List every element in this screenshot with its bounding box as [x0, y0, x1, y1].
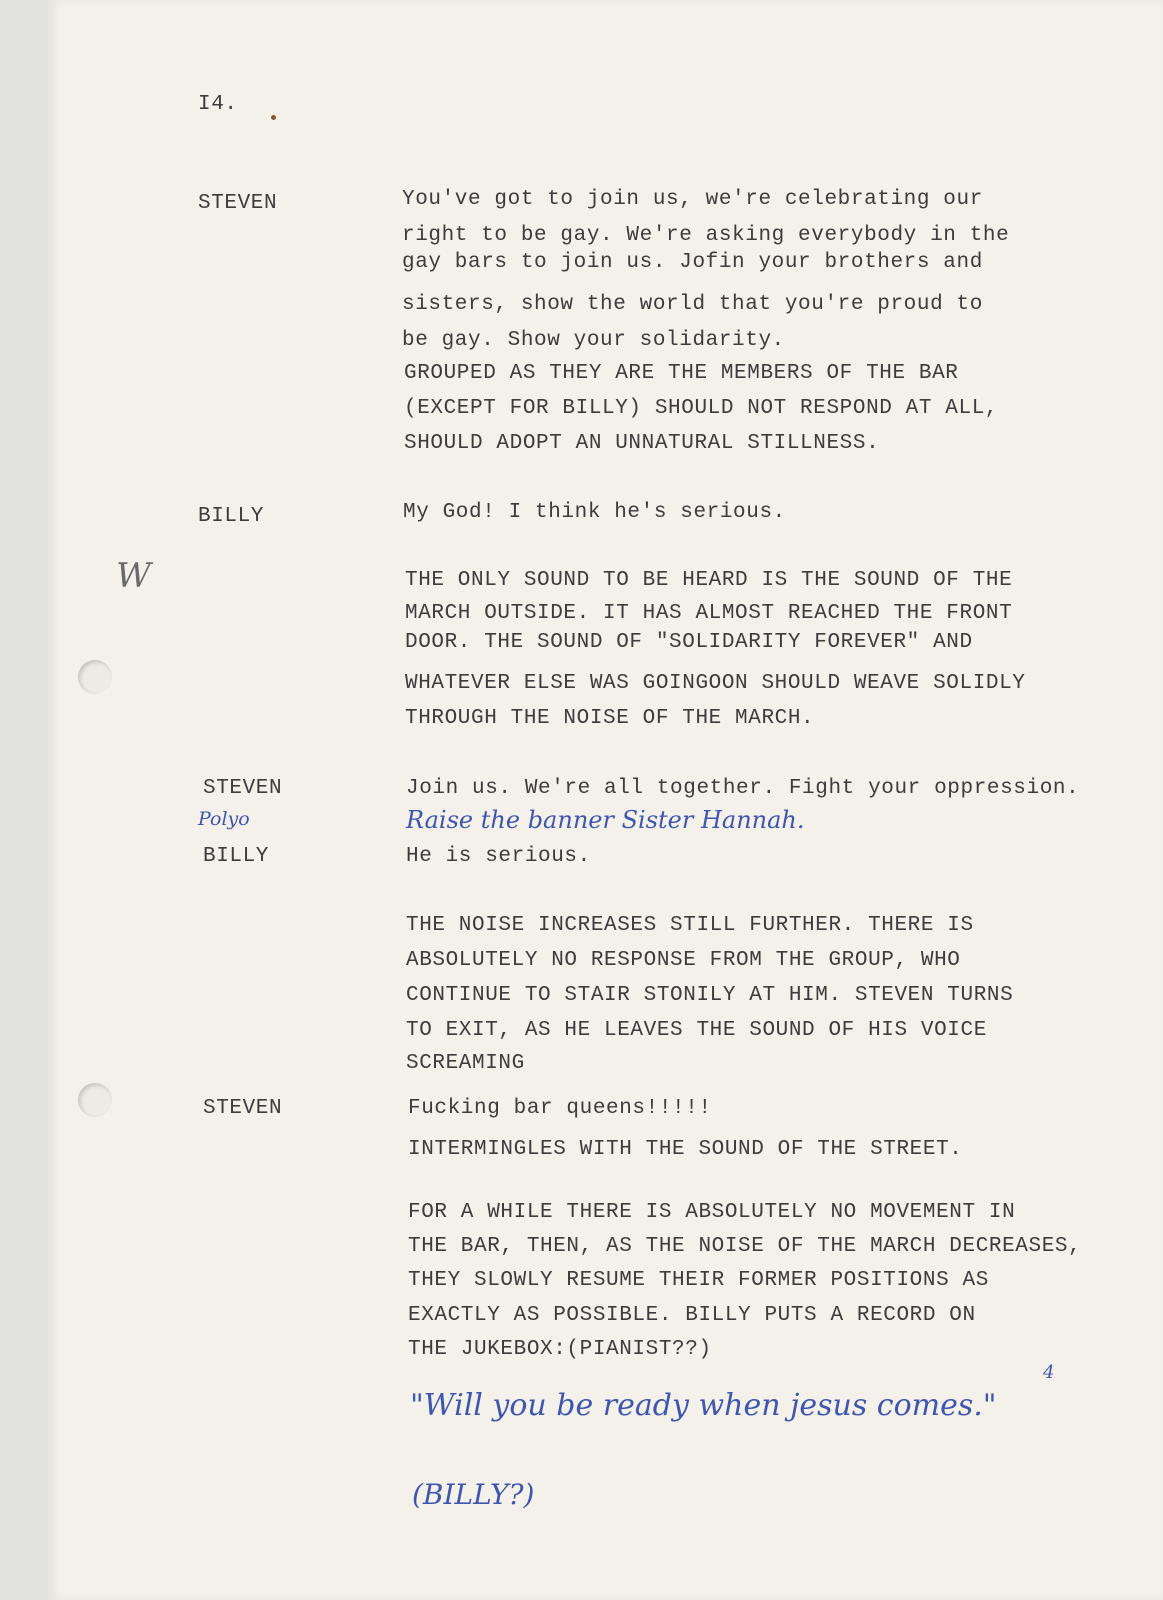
handwritten-song-title: "Will you be ready when jesus comes." — [410, 1388, 997, 1423]
stage-direction-line: INTERMINGLES WITH THE SOUND OF THE STREET. — [408, 1138, 963, 1161]
scanner-edge — [0, 0, 48, 1600]
dialogue-line: be gay. Show your solidarity. — [402, 329, 785, 352]
stage-direction-line: WHATEVER ELSE WAS GOINGOON SHOULD WEAVE SOLIDLY — [405, 672, 1026, 695]
ink-speck — [271, 115, 276, 120]
handwritten-banner-line: Raise the banner Sister Hannah. — [406, 806, 805, 834]
stage-direction-line: GROUPED AS THEY ARE THE MEMBERS OF THE BAR — [404, 362, 959, 385]
dialogue-line: right to be gay. We're asking everybody in the — [402, 224, 1010, 247]
stage-direction-line: THE NOISE INCREASES STILL FURTHER. THERE IS — [406, 914, 974, 937]
dialogue-line: sisters, show the world that you're proud to — [402, 293, 983, 316]
speaker-name: BILLY — [198, 505, 265, 528]
dialogue-line: He is serious. — [406, 845, 591, 868]
handwritten-superscript: 4 — [1043, 1362, 1055, 1383]
dialogue-line: My God! I think he's serious. — [403, 501, 786, 524]
dialogue-line: You've got to join us, we're celebrating our — [402, 188, 983, 211]
stage-direction-line: EXACTLY AS POSSIBLE. BILLY PUTS A RECORD ON — [408, 1304, 976, 1327]
punch-hole — [78, 660, 112, 694]
stage-direction-line: MARCH OUTSIDE. IT HAS ALMOST REACHED THE FRONT — [405, 602, 1013, 625]
page-number: I4. — [198, 93, 238, 116]
stage-direction-line: THE ONLY SOUND TO BE HEARD IS THE SOUND OF THE — [405, 569, 1013, 592]
dialogue-line: Join us. We're all together. Fight your oppression. — [406, 777, 1080, 800]
speaker-name: STEVEN — [198, 192, 278, 215]
speaker-name: STEVEN — [203, 777, 283, 800]
speaker-name: STEVEN — [203, 1097, 283, 1120]
punch-hole — [78, 1083, 112, 1117]
stage-direction-line: CONTINUE TO STAIR STONILY AT HIM. STEVEN TURNS — [406, 984, 1014, 1007]
stage-direction-line: THROUGH THE NOISE OF THE MARCH. — [405, 707, 815, 730]
stage-direction-line: THE JUKEBOX:(PIANIST??) — [408, 1338, 712, 1361]
stage-direction-line: THEY SLOWLY RESUME THEIR FORMER POSITIONS AS — [408, 1269, 989, 1292]
stage-direction-line: THE BAR, THEN, AS THE NOISE OF THE MARCH DECREASES, — [408, 1235, 1082, 1258]
dialogue-line: Fucking bar queens!!!!! — [408, 1097, 712, 1120]
stage-direction-line: SCREAMING — [406, 1052, 525, 1075]
stage-direction-line: DOOR. THE SOUND OF "SOLIDARITY FOREVER" AND — [405, 631, 973, 654]
stage-direction-line: TO EXIT, AS HE LEAVES THE SOUND OF HIS VOICE — [406, 1019, 987, 1042]
stage-direction-line: SHOULD ADOPT AN UNNATURAL STILLNESS. — [404, 432, 880, 455]
stage-direction-line: ABSOLUTELY NO RESPONSE FROM THE GROUP, WHO — [406, 949, 961, 972]
stage-direction-line: (EXCEPT FOR BILLY) SHOULD NOT RESPOND AT ALL, — [404, 397, 999, 420]
handwritten-polyo: Polyo — [198, 808, 250, 830]
speaker-name: BILLY — [203, 845, 270, 868]
handwritten-billy-query: (BILLY?) — [412, 1478, 535, 1511]
dialogue-line: gay bars to join us. Jofin your brothers and — [402, 251, 983, 274]
margin-mark: W — [116, 556, 151, 596]
stage-direction-line: FOR A WHILE THERE IS ABSOLUTELY NO MOVEMENT IN — [408, 1201, 1016, 1224]
